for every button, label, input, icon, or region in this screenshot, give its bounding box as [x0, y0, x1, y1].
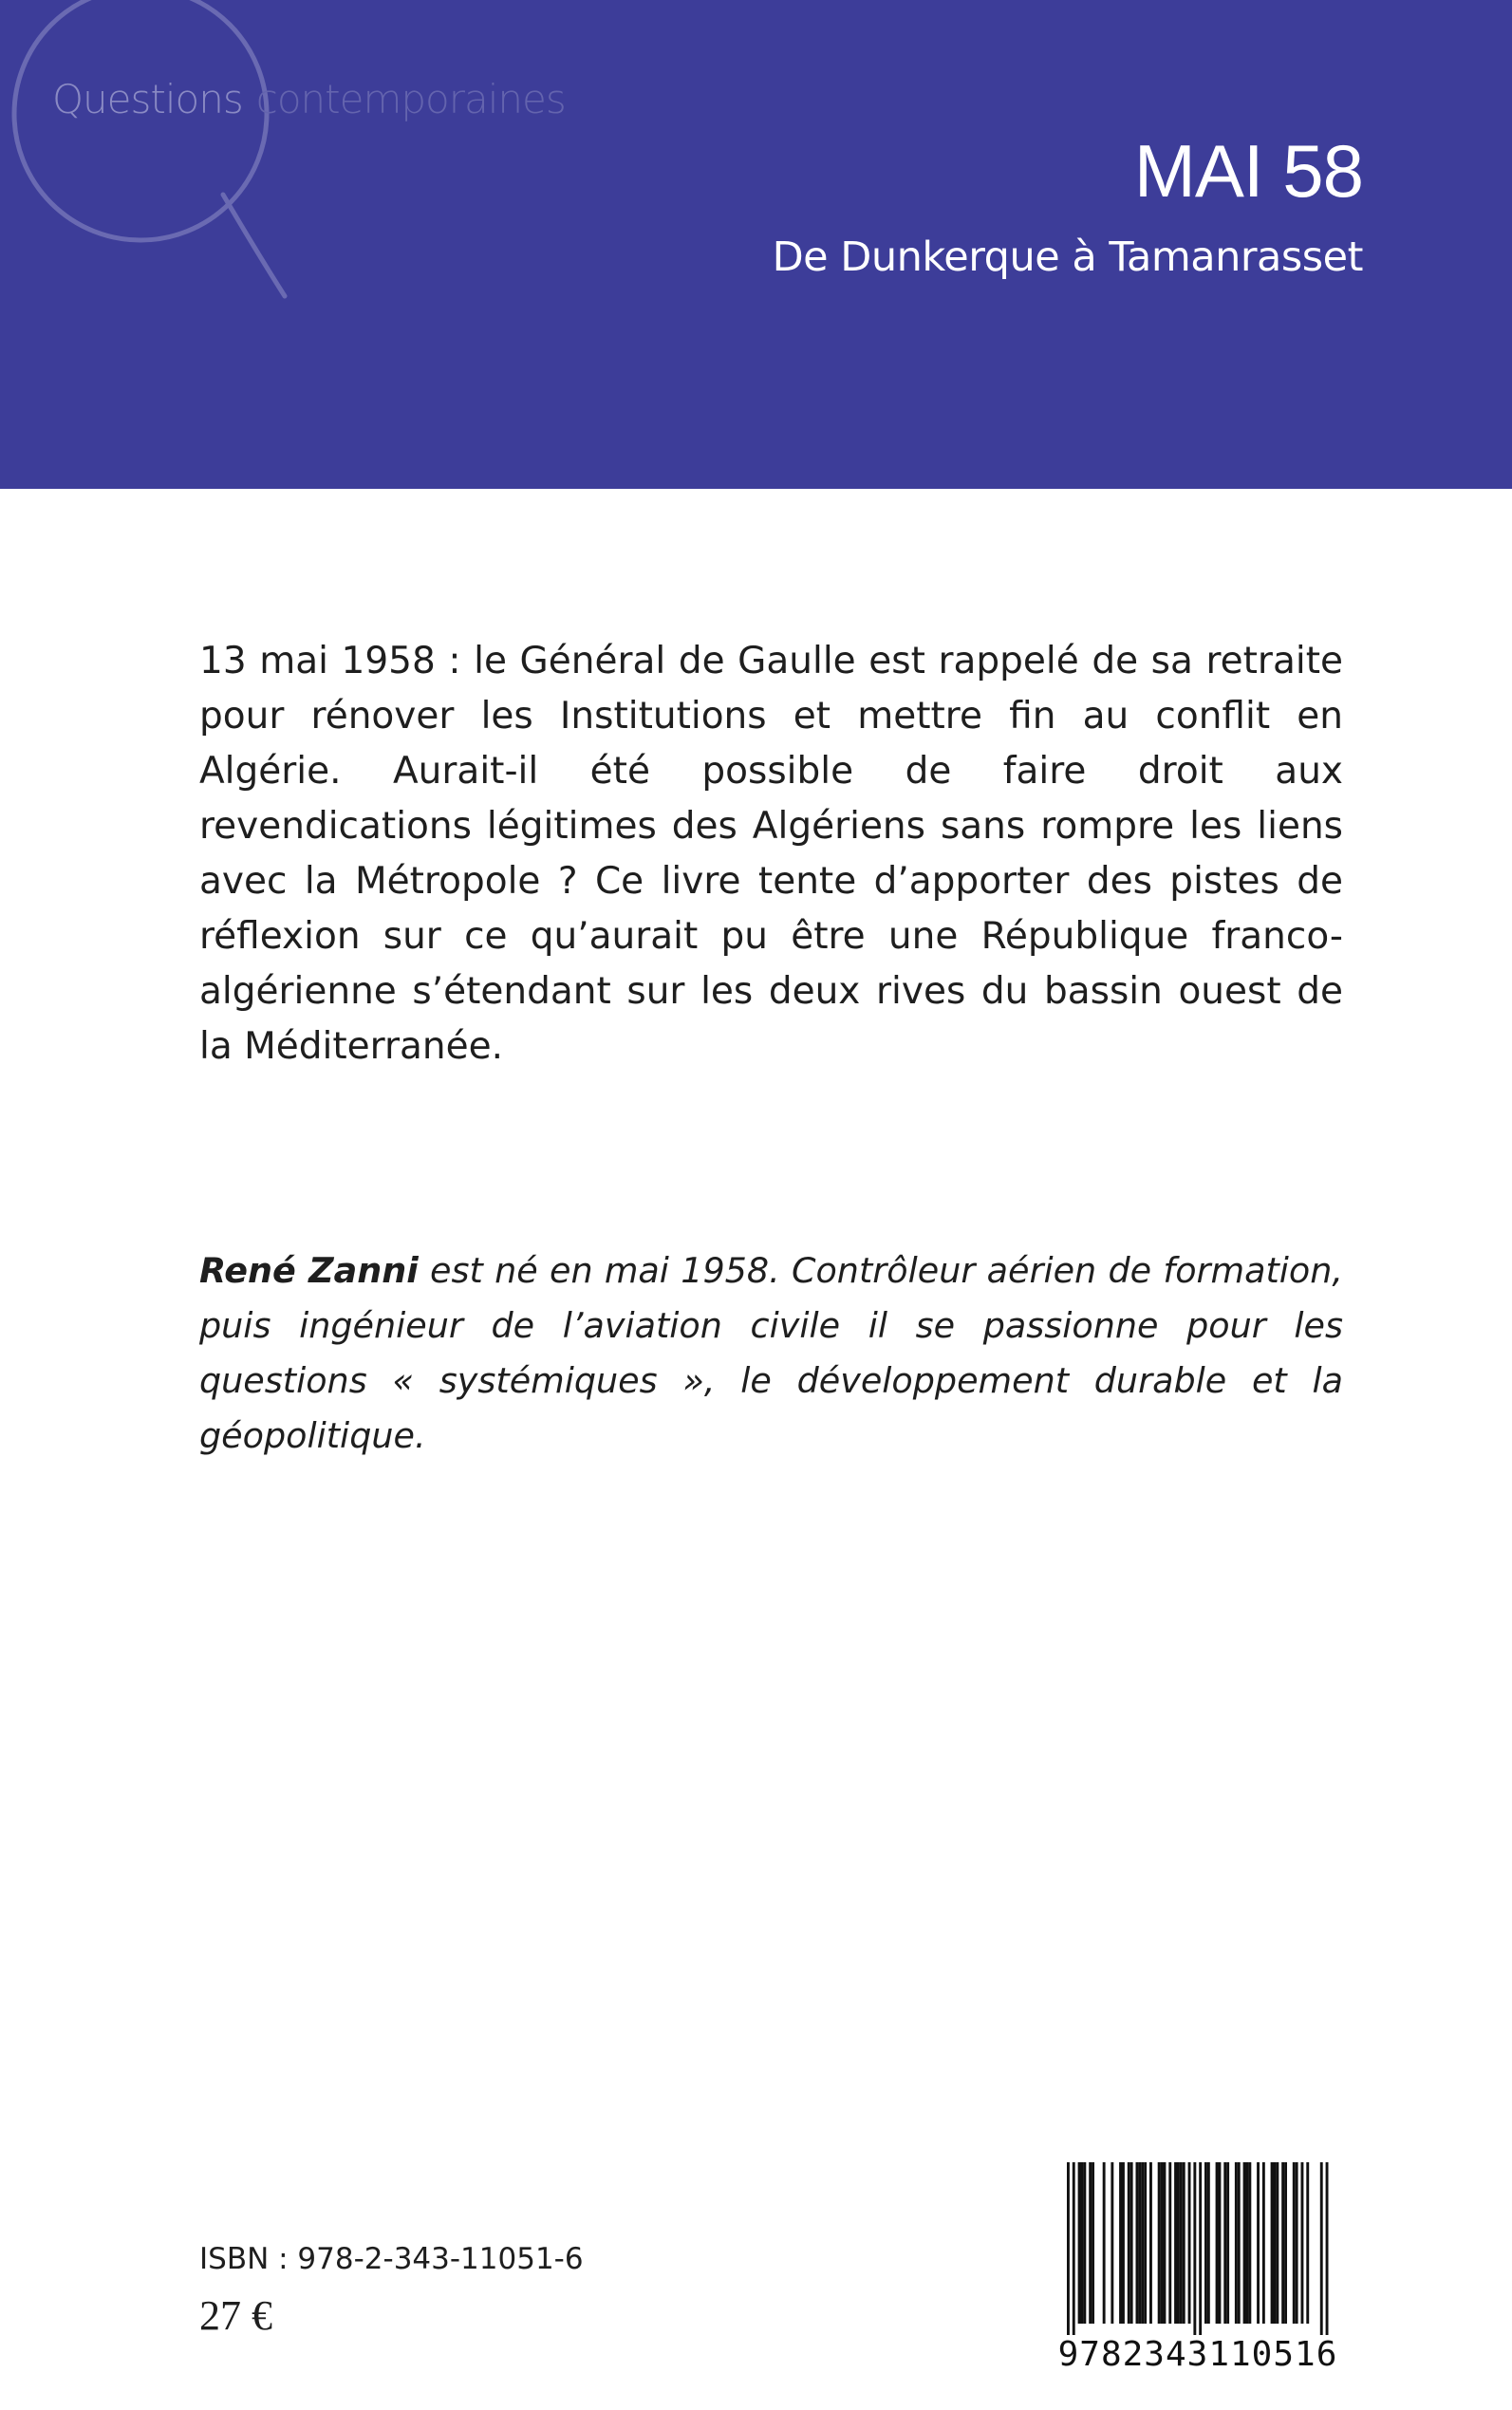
- barcode-bar: [1320, 2162, 1323, 2335]
- barcode-bar: [1281, 2162, 1284, 2324]
- barcode-bar: [1119, 2162, 1122, 2324]
- author-bio-text: est né en mai 1958. Contrôleur aérien de formation, puis ingénieur de l’aviation civile il se passionne pour les questions « systémiques », le développement durable et la géopolitique.: [199, 1250, 1343, 1456]
- barcode-bar: [1326, 2162, 1329, 2335]
- barcode-bar: [1238, 2162, 1241, 2324]
- barcode-bar: [1284, 2162, 1287, 2324]
- barcode-bar: [1235, 2162, 1238, 2324]
- barcode-digits: 9782343110516: [1057, 2335, 1338, 2374]
- barcode-bar: [1067, 2162, 1070, 2335]
- barcode-bar: [1149, 2162, 1152, 2324]
- barcode-bars-icon: [1052, 2162, 1344, 2335]
- barcode-bar: [1136, 2162, 1139, 2324]
- barcode-bar: [1144, 2162, 1147, 2324]
- author-name: René Zanni: [199, 1250, 419, 1291]
- barcode-bar: [1207, 2162, 1210, 2324]
- barcode-bar: [1219, 2162, 1222, 2324]
- book-title: MAI 58: [1133, 129, 1363, 213]
- barcode-bar: [1078, 2162, 1081, 2324]
- barcode-bar: [1301, 2162, 1304, 2324]
- barcode-bar: [1128, 2162, 1130, 2324]
- barcode-bar: [1083, 2162, 1086, 2324]
- barcode-bar: [1103, 2162, 1106, 2324]
- barcode-bar: [1204, 2162, 1207, 2324]
- barcode-bar: [1271, 2162, 1274, 2324]
- barcode-bar: [1183, 2162, 1185, 2324]
- isbn: ISBN : 978-2-343-11051-6: [199, 2242, 584, 2276]
- barcode-bar: [1226, 2162, 1229, 2324]
- barcode-bar: [1158, 2162, 1161, 2324]
- barcode-bar: [1193, 2162, 1196, 2335]
- barcode-bar: [1246, 2162, 1249, 2324]
- barcode-bar: [1111, 2162, 1113, 2324]
- book-subtitle: De Dunkerque à Tamanrasset: [772, 234, 1363, 281]
- barcode-bar: [1122, 2162, 1125, 2324]
- barcode-bar: [1223, 2162, 1226, 2324]
- barcode-bar: [1296, 2162, 1298, 2324]
- barcode-bar: [1168, 2162, 1171, 2324]
- book-summary: 13 mai 1958 : le Général de Gaulle est rappelé de sa retraite pour rénover les Institutions et mettre fin au conflit en Algérie. Aurait-il été possible de faire droit aux revendications légitimes des Algériens sans rompre les liens avec la Métropole ? Ce livre tente d’apporter des pistes de réflexion sur ce qu’aurait pu être une République franco-algérienne s’étendant sur les deux rives du bassin ouest de la Méditerranée.: [199, 640, 1343, 1068]
- barcode-bar: [1257, 2162, 1260, 2324]
- barcode-bar: [1092, 2162, 1094, 2324]
- barcode-bar: [1089, 2162, 1092, 2324]
- barcode-bar: [1188, 2162, 1191, 2324]
- barcode-bar: [1248, 2162, 1251, 2324]
- barcode-bar: [1174, 2162, 1177, 2324]
- barcode-bar: [1130, 2162, 1133, 2324]
- barcode-bar: [1073, 2162, 1075, 2335]
- barcode-bar: [1243, 2162, 1246, 2324]
- series-word-questions: Questions: [52, 76, 243, 122]
- barcode-bar: [1274, 2162, 1277, 2324]
- barcode-bar: [1161, 2162, 1164, 2324]
- barcode-bar: [1177, 2162, 1180, 2324]
- cover-header-band: [0, 0, 1512, 489]
- series-name: [52, 76, 566, 122]
- barcode-bar: [1081, 2162, 1084, 2324]
- author-bio: [199, 1243, 1343, 1464]
- barcode-bar: [1262, 2162, 1265, 2324]
- barcode-bar: [1293, 2162, 1296, 2324]
- barcode-bar: [1141, 2162, 1144, 2324]
- barcode-bar: [1199, 2162, 1202, 2335]
- barcode-bar: [1276, 2162, 1279, 2324]
- series-q-logo-icon: [0, 0, 304, 313]
- series-word-contemporaines: contemporaines: [255, 76, 566, 122]
- barcode: [1052, 2162, 1344, 2382]
- barcode-bar: [1138, 2162, 1141, 2324]
- barcode-bar: [1180, 2162, 1183, 2324]
- barcode-bar: [1164, 2162, 1167, 2324]
- barcode-bar: [1216, 2162, 1219, 2324]
- price: 27 €: [199, 2292, 272, 2339]
- barcode-bar: [1306, 2162, 1309, 2324]
